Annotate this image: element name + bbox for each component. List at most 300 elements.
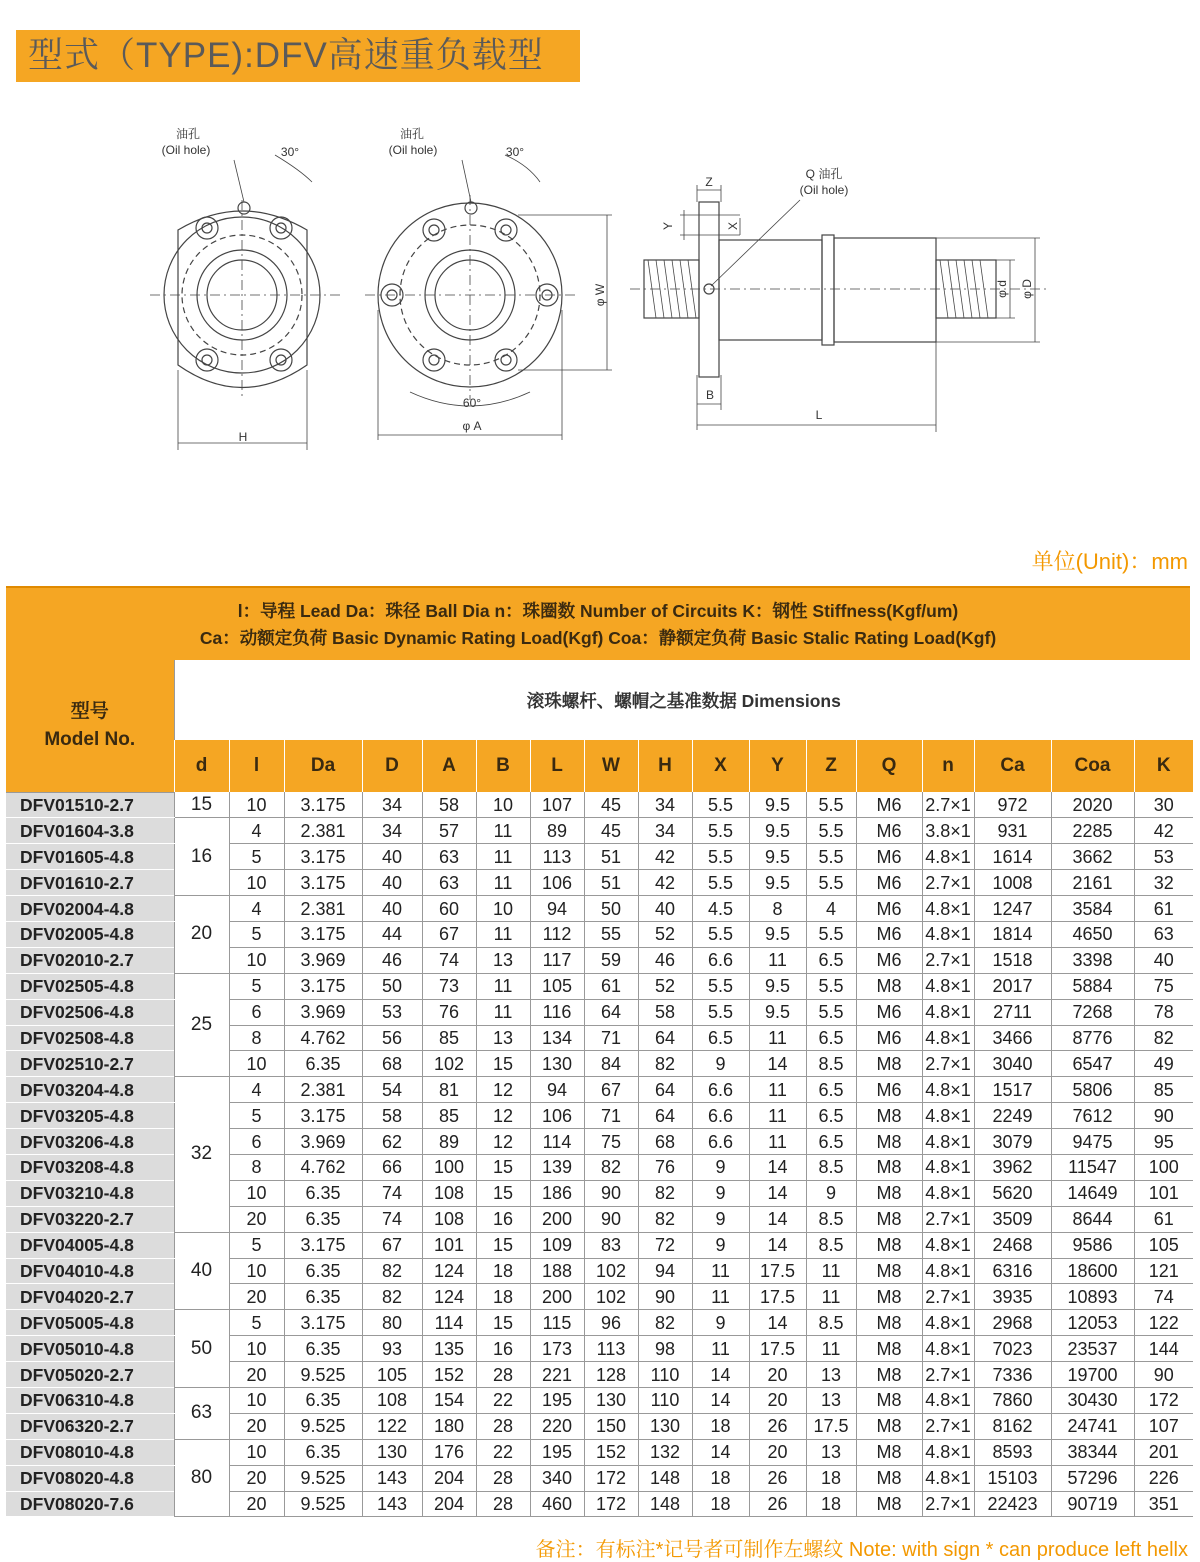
cell-l: 20 xyxy=(229,1491,284,1517)
cell-A: 108 xyxy=(422,1180,476,1206)
cell-Q: M6 xyxy=(856,1025,922,1051)
cell-n: 4.8×1 xyxy=(922,1387,974,1413)
cell-Q: M8 xyxy=(856,1336,922,1362)
cell-l: 10 xyxy=(229,1258,284,1284)
cell-W: 45 xyxy=(584,818,638,844)
cell-L: 134 xyxy=(530,1025,584,1051)
cell-Q: M6 xyxy=(856,947,922,973)
cell-H: 76 xyxy=(638,1154,692,1180)
cell-L: 107 xyxy=(530,792,584,818)
cell-K: 74 xyxy=(1134,1284,1193,1310)
cell-Ca: 3079 xyxy=(974,1129,1051,1155)
cell-Z: 5.5 xyxy=(806,792,856,818)
cell-L: 340 xyxy=(530,1465,584,1491)
cell-Da: 3.175 xyxy=(284,792,362,818)
cell-H: 98 xyxy=(638,1336,692,1362)
cell-K: 226 xyxy=(1134,1465,1193,1491)
cell-D: 34 xyxy=(362,818,422,844)
cell-A: 76 xyxy=(422,999,476,1025)
cell-Y: 11 xyxy=(749,1103,806,1129)
cell-Q: M8 xyxy=(856,1232,922,1258)
cell-Coa: 9475 xyxy=(1051,1129,1134,1155)
cell-Y: 11 xyxy=(749,1129,806,1155)
cell-D: 50 xyxy=(362,973,422,999)
cell-Ca: 6316 xyxy=(974,1258,1051,1284)
cell-Ca: 2249 xyxy=(974,1103,1051,1129)
cell-A: 114 xyxy=(422,1310,476,1336)
cell-Z: 8.5 xyxy=(806,1154,856,1180)
cell-l: 5 xyxy=(229,1232,284,1258)
cell-n: 2.7×1 xyxy=(922,1413,974,1439)
cell-D: 40 xyxy=(362,844,422,870)
cell-X: 14 xyxy=(692,1387,749,1413)
cell-D: 143 xyxy=(362,1465,422,1491)
model-cell: DFV02510-2.7 xyxy=(6,1051,174,1077)
cell-Q: M8 xyxy=(856,1413,922,1439)
cell-B: 11 xyxy=(476,973,530,999)
cell-A: 57 xyxy=(422,818,476,844)
cell-Z: 13 xyxy=(806,1362,856,1388)
column-header-D: D xyxy=(362,740,422,792)
cell-X: 6.5 xyxy=(692,1025,749,1051)
cell-Q: M8 xyxy=(856,1310,922,1336)
model-cell: DFV04005-4.8 xyxy=(6,1232,174,1258)
cell-H: 82 xyxy=(638,1051,692,1077)
cell-L: 106 xyxy=(530,870,584,896)
cell-L: 173 xyxy=(530,1336,584,1362)
cell-l: 5 xyxy=(229,1310,284,1336)
dim-A-label: φ A xyxy=(462,419,482,433)
cell-Coa: 90719 xyxy=(1051,1491,1134,1517)
cell-l: 10 xyxy=(229,1180,284,1206)
column-header-L: L xyxy=(530,740,584,792)
cell-X: 11 xyxy=(692,1336,749,1362)
cell-Da: 3.969 xyxy=(284,999,362,1025)
cell-X: 18 xyxy=(692,1413,749,1439)
cell-Z: 17.5 xyxy=(806,1413,856,1439)
cell-X: 6.6 xyxy=(692,1103,749,1129)
cell-L: 116 xyxy=(530,999,584,1025)
cell-Y: 20 xyxy=(749,1439,806,1465)
column-header-n: n xyxy=(922,740,974,792)
cell-L: 94 xyxy=(530,896,584,922)
cell-Q: M6 xyxy=(856,792,922,818)
cell-Y: 11 xyxy=(749,1025,806,1051)
cell-Y: 9.5 xyxy=(749,999,806,1025)
column-header-A: A xyxy=(422,740,476,792)
cell-Z: 13 xyxy=(806,1439,856,1465)
cell-K: 42 xyxy=(1134,818,1193,844)
cell-A: 124 xyxy=(422,1258,476,1284)
model-cell: DFV03205-4.8 xyxy=(6,1103,174,1129)
table-row xyxy=(6,1387,1193,1413)
cell-n: 2.7×1 xyxy=(922,1362,974,1388)
cell-B: 28 xyxy=(476,1413,530,1439)
cell-l: 5 xyxy=(229,844,284,870)
cell-X: 18 xyxy=(692,1465,749,1491)
cell-D: 82 xyxy=(362,1258,422,1284)
cell-Z: 4 xyxy=(806,896,856,922)
cell-Y: 9.5 xyxy=(749,818,806,844)
q-oil-hole-cn: Q 油孔 xyxy=(805,167,843,181)
cell-n: 3.8×1 xyxy=(922,818,974,844)
cell-B: 28 xyxy=(476,1362,530,1388)
cell-L: 139 xyxy=(530,1154,584,1180)
cell-X: 14 xyxy=(692,1362,749,1388)
cell-D: 62 xyxy=(362,1129,422,1155)
cell-Q: M8 xyxy=(856,1129,922,1155)
cell-K: 121 xyxy=(1134,1258,1193,1284)
cell-K: 105 xyxy=(1134,1232,1193,1258)
model-header xyxy=(6,660,174,792)
legend-line-2: Ca：动额定负荷 Basic Dynamic Rating Load(Kgf) Coa：静额定负荷 Basic Stalic Rating Load(Kgf) xyxy=(199,628,997,648)
cell-K: 40 xyxy=(1134,947,1193,973)
cell-Coa: 8644 xyxy=(1051,1206,1134,1232)
model-cell: DFV02005-4.8 xyxy=(6,921,174,947)
cell-l: 10 xyxy=(229,947,284,973)
cell-Q: M8 xyxy=(856,1180,922,1206)
cell-Coa: 9586 xyxy=(1051,1232,1134,1258)
cell-X: 11 xyxy=(692,1258,749,1284)
cell-H: 46 xyxy=(638,947,692,973)
cell-A: 85 xyxy=(422,1025,476,1051)
cell-L: 94 xyxy=(530,1077,584,1103)
cell-L: 106 xyxy=(530,1103,584,1129)
cell-l: 4 xyxy=(229,896,284,922)
cell-Ca: 7336 xyxy=(974,1362,1051,1388)
cell-D: 34 xyxy=(362,792,422,818)
cell-Z: 8.5 xyxy=(806,1310,856,1336)
cell-B: 15 xyxy=(476,1051,530,1077)
cell-H: 90 xyxy=(638,1284,692,1310)
cell-l: 5 xyxy=(229,921,284,947)
cell-X: 5.5 xyxy=(692,870,749,896)
cell-Coa: 6547 xyxy=(1051,1051,1134,1077)
cell-A: 108 xyxy=(422,1206,476,1232)
d-group-cell: 15 xyxy=(174,792,229,818)
cell-Ca: 3509 xyxy=(974,1206,1051,1232)
model-cell: DFV06320-2.7 xyxy=(6,1413,174,1439)
cell-A: 63 xyxy=(422,870,476,896)
cell-H: 64 xyxy=(638,1077,692,1103)
cell-K: 101 xyxy=(1134,1180,1193,1206)
cell-B: 11 xyxy=(476,921,530,947)
legend-banner xyxy=(6,586,1190,660)
cell-Da: 4.762 xyxy=(284,1025,362,1051)
cell-W: 152 xyxy=(584,1439,638,1465)
cell-Da: 6.35 xyxy=(284,1180,362,1206)
oil-hole-label-cn-left: 油孔 xyxy=(175,127,201,141)
cell-X: 18 xyxy=(692,1491,749,1517)
cell-B: 13 xyxy=(476,947,530,973)
cell-Z: 6.5 xyxy=(806,1077,856,1103)
column-header-K: K xyxy=(1134,740,1193,792)
table-row xyxy=(6,896,1193,922)
cell-n: 2.7×1 xyxy=(922,1491,974,1517)
cell-Da: 9.525 xyxy=(284,1362,362,1388)
cell-Q: M8 xyxy=(856,1284,922,1310)
cell-Ca: 1814 xyxy=(974,921,1051,947)
cell-Y: 20 xyxy=(749,1387,806,1413)
cell-Y: 17.5 xyxy=(749,1258,806,1284)
cell-L: 109 xyxy=(530,1232,584,1258)
cell-X: 9 xyxy=(692,1154,749,1180)
cell-L: 188 xyxy=(530,1258,584,1284)
cell-Z: 6.5 xyxy=(806,1025,856,1051)
cell-Ca: 7860 xyxy=(974,1387,1051,1413)
cell-Da: 3.969 xyxy=(284,947,362,973)
cell-W: 102 xyxy=(584,1284,638,1310)
cell-B: 12 xyxy=(476,1103,530,1129)
cell-W: 51 xyxy=(584,844,638,870)
cell-W: 113 xyxy=(584,1336,638,1362)
column-header-Coa: Coa xyxy=(1051,740,1134,792)
cell-D: 93 xyxy=(362,1336,422,1362)
cell-Coa: 18600 xyxy=(1051,1258,1134,1284)
cell-Y: 9.5 xyxy=(749,921,806,947)
column-header-Ca: Ca xyxy=(974,740,1051,792)
cell-K: 95 xyxy=(1134,1129,1193,1155)
cell-L: 186 xyxy=(530,1180,584,1206)
cell-H: 34 xyxy=(638,792,692,818)
cell-Ca: 15103 xyxy=(974,1465,1051,1491)
cell-l: 8 xyxy=(229,1154,284,1180)
cell-Coa: 10893 xyxy=(1051,1284,1134,1310)
cell-B: 11 xyxy=(476,999,530,1025)
cell-D: 53 xyxy=(362,999,422,1025)
cell-X: 11 xyxy=(692,1284,749,1310)
cell-Z: 5.5 xyxy=(806,844,856,870)
cell-Y: 9.5 xyxy=(749,973,806,999)
cell-D: 122 xyxy=(362,1413,422,1439)
dim-X-label: X xyxy=(726,221,740,231)
cell-Coa: 38344 xyxy=(1051,1439,1134,1465)
cell-Da: 6.35 xyxy=(284,1051,362,1077)
model-cell: DFV02506-4.8 xyxy=(6,999,174,1025)
cell-K: 144 xyxy=(1134,1336,1193,1362)
cell-Coa: 11547 xyxy=(1051,1154,1134,1180)
model-cell: DFV08020-7.6 xyxy=(6,1491,174,1517)
cell-l: 20 xyxy=(229,1413,284,1439)
d-group-cell: 40 xyxy=(174,1232,229,1310)
cell-B: 28 xyxy=(476,1465,530,1491)
cell-L: 112 xyxy=(530,921,584,947)
cell-n: 4.8×1 xyxy=(922,1025,974,1051)
cell-Q: M6 xyxy=(856,921,922,947)
cell-H: 42 xyxy=(638,870,692,896)
dim-W-label: φ W xyxy=(593,283,607,307)
cell-B: 10 xyxy=(476,792,530,818)
column-header-l: l xyxy=(229,740,284,792)
cell-B: 11 xyxy=(476,818,530,844)
cell-Da: 6.35 xyxy=(284,1336,362,1362)
cell-D: 66 xyxy=(362,1154,422,1180)
cell-A: 100 xyxy=(422,1154,476,1180)
cell-A: 135 xyxy=(422,1336,476,1362)
cell-Ca: 2468 xyxy=(974,1232,1051,1258)
cell-B: 10 xyxy=(476,896,530,922)
cell-Ca: 7023 xyxy=(974,1336,1051,1362)
cell-l: 10 xyxy=(229,792,284,818)
cell-l: 10 xyxy=(229,1439,284,1465)
cell-X: 9 xyxy=(692,1232,749,1258)
cell-Y: 9.5 xyxy=(749,792,806,818)
cell-K: 53 xyxy=(1134,844,1193,870)
cell-n: 2.7×1 xyxy=(922,1284,974,1310)
cell-Y: 26 xyxy=(749,1413,806,1439)
cell-X: 9 xyxy=(692,1206,749,1232)
cell-H: 110 xyxy=(638,1362,692,1388)
cell-K: 49 xyxy=(1134,1051,1193,1077)
flange-front-view-left xyxy=(150,155,340,450)
column-header-Y: Y xyxy=(749,740,806,792)
model-cell: DFV02010-2.7 xyxy=(6,947,174,973)
cell-K: 90 xyxy=(1134,1103,1193,1129)
column-header-H: H xyxy=(638,740,692,792)
model-cell: DFV02508-4.8 xyxy=(6,1025,174,1051)
cell-L: 117 xyxy=(530,947,584,973)
cell-W: 84 xyxy=(584,1051,638,1077)
model-header-en: Model No. xyxy=(44,728,136,750)
cell-X: 5.5 xyxy=(692,921,749,947)
legend-line-1: l：导程 Lead Da：珠径 Ball Dia n：珠圈数 Number of Circuits K：钢性 Stiffness(Kgf/um) xyxy=(237,601,959,621)
cell-Da: 3.969 xyxy=(284,1129,362,1155)
cell-W: 83 xyxy=(584,1232,638,1258)
cell-Coa: 12053 xyxy=(1051,1310,1134,1336)
unit-label: 单位(Unit)：mm xyxy=(1031,549,1188,574)
model-cell: DFV05020-2.7 xyxy=(6,1362,174,1388)
column-header-Da: Da xyxy=(284,740,362,792)
cell-Q: M8 xyxy=(856,1103,922,1129)
cell-Z: 6.5 xyxy=(806,1129,856,1155)
cell-Ca: 3466 xyxy=(974,1025,1051,1051)
cell-Da: 9.525 xyxy=(284,1413,362,1439)
cell-Z: 11 xyxy=(806,1284,856,1310)
cell-Y: 17.5 xyxy=(749,1284,806,1310)
cell-X: 14 xyxy=(692,1439,749,1465)
cell-H: 52 xyxy=(638,921,692,947)
dim-Y-label: Y xyxy=(661,221,675,231)
cell-Z: 13 xyxy=(806,1387,856,1413)
cell-W: 130 xyxy=(584,1387,638,1413)
cell-Coa: 3662 xyxy=(1051,844,1134,870)
flange-front-view-round xyxy=(365,155,612,440)
model-cell: DFV01604-3.8 xyxy=(6,818,174,844)
cell-Y: 11 xyxy=(749,947,806,973)
model-cell: DFV02004-4.8 xyxy=(6,896,174,922)
cell-Q: M8 xyxy=(856,1491,922,1517)
cell-Q: M6 xyxy=(856,1077,922,1103)
cell-X: 9 xyxy=(692,1180,749,1206)
cell-H: 82 xyxy=(638,1206,692,1232)
cell-L: 220 xyxy=(530,1413,584,1439)
cell-Coa: 3584 xyxy=(1051,896,1134,922)
cell-K: 75 xyxy=(1134,973,1193,999)
model-cell: DFV04010-4.8 xyxy=(6,1258,174,1284)
cell-n: 2.7×1 xyxy=(922,1206,974,1232)
angle-30-left: 30° xyxy=(280,145,300,159)
cell-A: 101 xyxy=(422,1232,476,1258)
column-header-W: W xyxy=(584,740,638,792)
cell-D: 68 xyxy=(362,1051,422,1077)
d-group-cell: 20 xyxy=(174,896,229,974)
model-cell: DFV08010-4.8 xyxy=(6,1439,174,1465)
cell-H: 34 xyxy=(638,818,692,844)
cell-K: 100 xyxy=(1134,1154,1193,1180)
cell-K: 90 xyxy=(1134,1362,1193,1388)
cell-Da: 2.381 xyxy=(284,818,362,844)
cell-Da: 6.35 xyxy=(284,1258,362,1284)
cell-W: 128 xyxy=(584,1362,638,1388)
cell-n: 2.7×1 xyxy=(922,1051,974,1077)
cell-B: 11 xyxy=(476,844,530,870)
cell-D: 108 xyxy=(362,1387,422,1413)
cell-l: 10 xyxy=(229,1336,284,1362)
cell-B: 15 xyxy=(476,1232,530,1258)
cell-K: 85 xyxy=(1134,1077,1193,1103)
cell-Ca: 931 xyxy=(974,818,1051,844)
cell-A: 67 xyxy=(422,921,476,947)
cell-Ca: 2711 xyxy=(974,999,1051,1025)
cell-l: 20 xyxy=(229,1465,284,1491)
cell-L: 89 xyxy=(530,818,584,844)
angle-60-mid: 60° xyxy=(462,396,482,410)
footnote: 备注：有标注*记号者可制作左螺纹 Note: with sign * can produce left hellx xyxy=(535,1539,1188,1561)
technical-drawing xyxy=(0,110,1200,470)
d-group-cell: 25 xyxy=(174,973,229,1077)
cell-H: 42 xyxy=(638,844,692,870)
cell-H: 82 xyxy=(638,1180,692,1206)
cell-Ca: 972 xyxy=(974,792,1051,818)
cell-n: 4.8×1 xyxy=(922,973,974,999)
cell-H: 68 xyxy=(638,1129,692,1155)
cell-W: 45 xyxy=(584,792,638,818)
cell-Z: 8.5 xyxy=(806,1206,856,1232)
cell-Z: 5.5 xyxy=(806,870,856,896)
cell-A: 63 xyxy=(422,844,476,870)
cell-Coa: 14649 xyxy=(1051,1180,1134,1206)
cell-H: 132 xyxy=(638,1439,692,1465)
model-header-cn: 型号 xyxy=(70,700,109,722)
model-cell: DFV01610-2.7 xyxy=(6,870,174,896)
cell-Da: 3.175 xyxy=(284,1103,362,1129)
cell-n: 4.8×1 xyxy=(922,1465,974,1491)
cell-Coa: 57296 xyxy=(1051,1465,1134,1491)
cell-B: 11 xyxy=(476,870,530,896)
cell-Y: 14 xyxy=(749,1310,806,1336)
cell-L: 115 xyxy=(530,1310,584,1336)
oil-hole-label-cn-mid: 油孔 xyxy=(399,127,425,141)
cell-Y: 11 xyxy=(749,1077,806,1103)
cell-Z: 6.5 xyxy=(806,1103,856,1129)
d-group-cell: 16 xyxy=(174,818,229,896)
model-cell: DFV03220-2.7 xyxy=(6,1206,174,1232)
cell-Q: M8 xyxy=(856,1258,922,1284)
dim-L-label: L xyxy=(815,408,823,422)
cell-Z: 11 xyxy=(806,1258,856,1284)
cell-Da: 2.381 xyxy=(284,896,362,922)
cell-W: 172 xyxy=(584,1491,638,1517)
cell-W: 71 xyxy=(584,1025,638,1051)
cell-l: 10 xyxy=(229,1051,284,1077)
cell-L: 221 xyxy=(530,1362,584,1388)
cell-l: 10 xyxy=(229,1387,284,1413)
cell-Z: 5.5 xyxy=(806,921,856,947)
cell-D: 56 xyxy=(362,1025,422,1051)
dim-Z-label: Z xyxy=(705,175,713,189)
cell-n: 4.8×1 xyxy=(922,1077,974,1103)
cell-Z: 5.5 xyxy=(806,999,856,1025)
